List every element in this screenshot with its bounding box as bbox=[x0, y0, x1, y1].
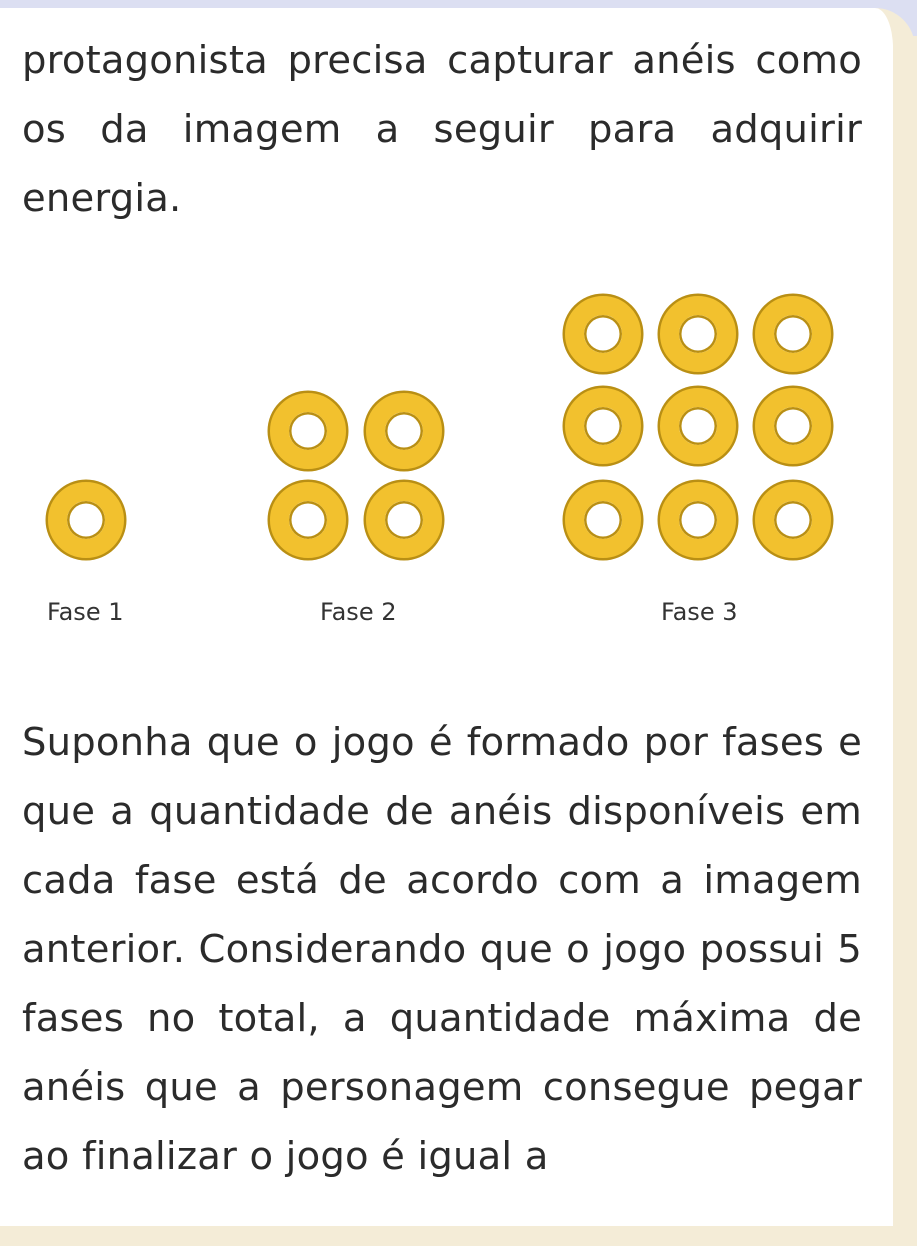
ring-icon bbox=[366, 482, 442, 558]
ring-icon bbox=[565, 388, 641, 464]
ring-icon bbox=[270, 393, 346, 469]
ring-icon bbox=[48, 482, 124, 558]
ring-icon bbox=[660, 388, 736, 464]
ring-icon bbox=[270, 482, 346, 558]
rings-figure bbox=[0, 268, 893, 648]
phase-1-label: Fase 1 bbox=[47, 598, 124, 626]
ring-icon bbox=[660, 482, 736, 558]
ring-icon bbox=[565, 482, 641, 558]
card-surface bbox=[0, 8, 893, 1226]
ring-icon bbox=[755, 482, 831, 558]
intro-paragraph: protagonista precisa capturar anéis como os da imagem a seguir para adquirir energia. bbox=[22, 38, 862, 221]
ring-icon bbox=[366, 393, 442, 469]
ring-icon bbox=[755, 388, 831, 464]
ring-icon bbox=[755, 296, 831, 372]
content-card bbox=[0, 8, 915, 1226]
question-paragraph: Suponha que o jogo é formado por fases e que a quantidade de anéis disponíveis em cada fase está de acordo com a imagem anterior. Considerando que o jogo possui 5 fases no total, a quantidade máxima de anéis que a personagem consegue pegar ao finalizar o jogo é igual a bbox=[22, 720, 862, 1179]
ring-icon bbox=[565, 296, 641, 372]
phase-2-label: Fase 2 bbox=[320, 598, 397, 626]
ring-icon bbox=[660, 296, 736, 372]
phase-3-label: Fase 3 bbox=[661, 598, 738, 626]
